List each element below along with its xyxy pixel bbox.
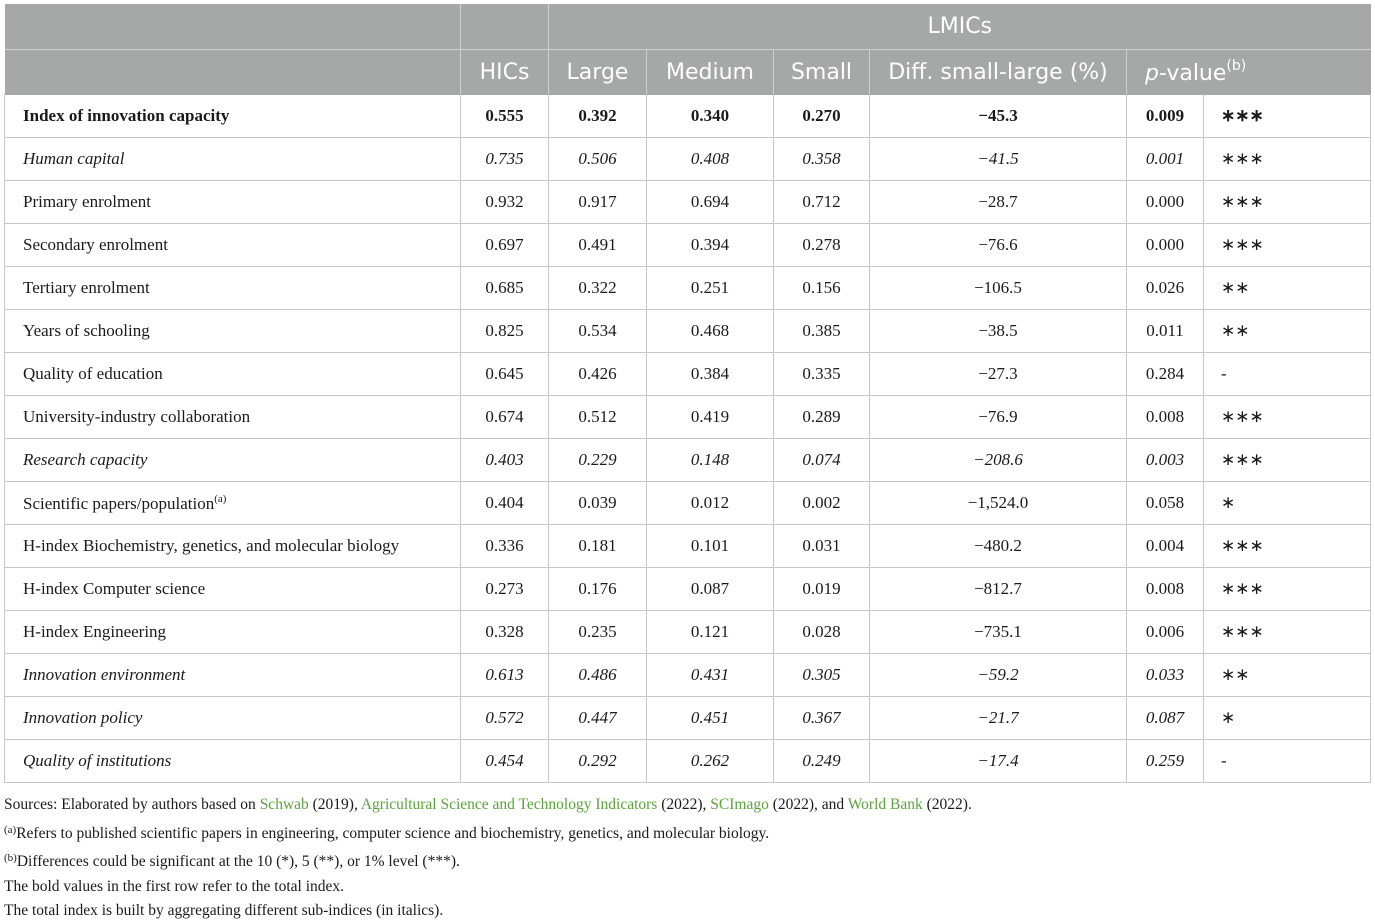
cell-small: 0.385 — [774, 310, 870, 353]
cell-large: 0.039 — [549, 482, 647, 525]
header-empty-cell — [461, 4, 549, 50]
cell-significance: ∗∗ — [1204, 267, 1371, 310]
cell-significance: ∗∗∗ — [1204, 224, 1371, 267]
table-notes — [4, 793, 1370, 924]
cell-small: 0.074 — [774, 439, 870, 482]
table-row — [5, 267, 1371, 310]
source-link-asti[interactable]: Agricultural Science and Technology Indicators — [360, 796, 658, 813]
cell-significance: ∗∗∗ — [1204, 396, 1371, 439]
cell-significance: ∗∗∗ — [1204, 611, 1371, 654]
cell-medium: 0.431 — [647, 654, 774, 697]
header-p-value — [1127, 50, 1371, 95]
table-row — [5, 525, 1371, 568]
header-empty-cell — [5, 50, 461, 95]
cell-hics: 0.674 — [461, 396, 549, 439]
cell-significance: ∗∗∗ — [1204, 138, 1371, 181]
row-label — [5, 138, 461, 181]
row-label — [5, 740, 461, 783]
table-row — [5, 396, 1371, 439]
table-header — [5, 4, 1371, 95]
cell-significance: ∗∗∗ — [1204, 439, 1371, 482]
bold-values-note: The bold values in the first row refer to the total index. — [4, 877, 345, 895]
cell-hics: 0.735 — [461, 138, 549, 181]
cell-large: 0.917 — [549, 181, 647, 224]
cell-diff: −76.6 — [870, 224, 1127, 267]
cell-diff: −1,524.0 — [870, 482, 1127, 525]
row-label — [5, 482, 461, 525]
table-row — [5, 439, 1371, 482]
row-label — [5, 654, 461, 697]
source-year: (2022), and — [768, 796, 848, 813]
italics-note: The total index is built by aggregating different sub-indices (in italics). — [4, 902, 444, 919]
cell-hics: 0.328 — [461, 611, 549, 654]
header-empty-cell — [5, 4, 461, 50]
table-row — [5, 353, 1371, 396]
cell-large: 0.426 — [549, 353, 647, 396]
cell-diff: −41.5 — [870, 138, 1127, 181]
table-row — [5, 697, 1371, 740]
cell-p: 0.058 — [1127, 482, 1204, 525]
cell-p: 0.008 — [1127, 568, 1204, 611]
cell-medium: 0.384 — [647, 353, 774, 396]
cell-hics: 0.404 — [461, 482, 549, 525]
row-label-text: Years of schooling — [23, 321, 150, 340]
cell-p: 0.000 — [1127, 181, 1204, 224]
cell-significance: ∗ — [1204, 482, 1371, 525]
cell-hics: 0.932 — [461, 181, 549, 224]
cell-small: 0.156 — [774, 267, 870, 310]
cell-hics: 0.555 — [461, 95, 549, 138]
table-row — [5, 654, 1371, 697]
cell-large: 0.506 — [549, 138, 647, 181]
cell-diff: −208.6 — [870, 439, 1127, 482]
cell-significance: - — [1204, 740, 1371, 783]
row-label-note: (a) — [214, 492, 227, 505]
row-label — [5, 697, 461, 740]
row-label-text: University-industry collaboration — [23, 407, 251, 426]
cell-medium: 0.394 — [647, 224, 774, 267]
header-large: Large — [549, 50, 647, 95]
cell-medium: 0.148 — [647, 439, 774, 482]
cell-diff: −106.5 — [870, 267, 1127, 310]
cell-small: 0.305 — [774, 654, 870, 697]
table-row — [5, 310, 1371, 353]
row-label-text: H-index Biochemistry, genetics, and molecular biology — [23, 536, 400, 555]
row-label — [5, 267, 461, 310]
cell-large: 0.176 — [549, 568, 647, 611]
cell-medium: 0.251 — [647, 267, 774, 310]
cell-p: 0.006 — [1127, 611, 1204, 654]
table-row — [5, 568, 1371, 611]
cell-small: 0.270 — [774, 95, 870, 138]
table-row — [5, 482, 1371, 525]
footnote-b-text: Differences could be significant at the 10 (*), 5 (**), or 1% level (***). — [16, 853, 460, 870]
cell-diff: −76.9 — [870, 396, 1127, 439]
cell-medium: 0.262 — [647, 740, 774, 783]
cell-significance: ∗∗∗ — [1204, 525, 1371, 568]
cell-diff: −17.4 — [870, 740, 1127, 783]
cell-small: 0.335 — [774, 353, 870, 396]
row-label — [5, 568, 461, 611]
cell-p: 0.259 — [1127, 740, 1204, 783]
sources-prefix: Sources: Elaborated by authors based on — [4, 796, 260, 813]
table-row — [5, 611, 1371, 654]
cell-p: 0.004 — [1127, 525, 1204, 568]
source-year: (2022). — [922, 796, 972, 813]
cell-hics: 0.825 — [461, 310, 549, 353]
cell-large: 0.292 — [549, 740, 647, 783]
cell-hics: 0.403 — [461, 439, 549, 482]
cell-diff: −27.3 — [870, 353, 1127, 396]
cell-small: 0.019 — [774, 568, 870, 611]
table-row — [5, 138, 1371, 181]
source-link-scimago[interactable]: SCImago — [710, 796, 769, 813]
cell-large: 0.486 — [549, 654, 647, 697]
row-label — [5, 353, 461, 396]
cell-medium: 0.408 — [647, 138, 774, 181]
row-label-text: Human capital — [23, 149, 125, 168]
table-row — [5, 224, 1371, 267]
cell-significance: - — [1204, 353, 1371, 396]
cell-diff: −38.5 — [870, 310, 1127, 353]
cell-hics: 0.645 — [461, 353, 549, 396]
cell-p: 0.284 — [1127, 353, 1204, 396]
cell-small: 0.712 — [774, 181, 870, 224]
footnote-b — [4, 846, 1370, 875]
cell-hics: 0.697 — [461, 224, 549, 267]
cell-medium: 0.419 — [647, 396, 774, 439]
cell-small: 0.358 — [774, 138, 870, 181]
row-label-text: H-index Engineering — [23, 622, 167, 641]
cell-small: 0.249 — [774, 740, 870, 783]
source-year: (2019), — [308, 796, 361, 813]
cell-small: 0.031 — [774, 525, 870, 568]
cell-p: 0.000 — [1127, 224, 1204, 267]
cell-hics: 0.273 — [461, 568, 549, 611]
row-label-text: Secondary enrolment — [23, 235, 168, 254]
row-label — [5, 181, 461, 224]
cell-medium: 0.121 — [647, 611, 774, 654]
cell-diff: −21.7 — [870, 697, 1127, 740]
row-label — [5, 310, 461, 353]
row-label-text: Primary enrolment — [23, 192, 151, 211]
header-p-note: (b) — [1226, 58, 1247, 74]
row-label — [5, 224, 461, 267]
table-row — [5, 95, 1371, 138]
footnote-a-mark: (a) — [4, 823, 17, 836]
header-small: Small — [774, 50, 870, 95]
cell-significance: ∗∗∗ — [1204, 181, 1371, 224]
cell-large: 0.235 — [549, 611, 647, 654]
row-label-text: Quality of education — [23, 364, 163, 383]
cell-diff: −735.1 — [870, 611, 1127, 654]
cell-small: 0.367 — [774, 697, 870, 740]
row-label-text: Innovation environment — [23, 665, 186, 684]
cell-p: 0.003 — [1127, 439, 1204, 482]
header-medium: Medium — [647, 50, 774, 95]
cell-medium: 0.087 — [647, 568, 774, 611]
cell-p: 0.008 — [1127, 396, 1204, 439]
row-label-text: Quality of institutions — [23, 751, 172, 770]
row-label — [5, 396, 461, 439]
source-year: (2022), — [657, 796, 711, 813]
row-label-text: Innovation policy — [23, 708, 143, 727]
cell-hics: 0.336 — [461, 525, 549, 568]
cell-large: 0.447 — [549, 697, 647, 740]
cell-medium: 0.340 — [647, 95, 774, 138]
row-label-text: Research capacity — [23, 450, 148, 469]
cell-diff: −812.7 — [870, 568, 1127, 611]
cell-diff: −28.7 — [870, 181, 1127, 224]
cell-significance: ∗∗∗ — [1204, 95, 1371, 138]
cell-p: 0.087 — [1127, 697, 1204, 740]
row-label-text: Scientific papers/population — [23, 493, 215, 513]
cell-hics: 0.572 — [461, 697, 549, 740]
footnote-b-mark: (b) — [4, 852, 17, 864]
cell-medium: 0.694 — [647, 181, 774, 224]
row-label — [5, 95, 461, 138]
header-p-italic: p — [1145, 61, 1159, 86]
table-figure — [4, 4, 1370, 924]
row-label-text: Tertiary enrolment — [23, 278, 150, 297]
cell-diff: −59.2 — [870, 654, 1127, 697]
cell-p: 0.026 — [1127, 267, 1204, 310]
cell-significance: ∗∗ — [1204, 654, 1371, 697]
table-row — [5, 740, 1371, 783]
cell-large: 0.534 — [549, 310, 647, 353]
cell-large: 0.229 — [549, 439, 647, 482]
table-row — [5, 181, 1371, 224]
header-hics: HICs — [461, 50, 549, 95]
cell-small: 0.002 — [774, 482, 870, 525]
cell-significance: ∗∗ — [1204, 310, 1371, 353]
row-label-text: Index of innovation capacity — [23, 106, 230, 125]
header-lmics-group: LMICs — [549, 4, 1371, 50]
cell-medium: 0.451 — [647, 697, 774, 740]
cell-medium: 0.101 — [647, 525, 774, 568]
cell-small: 0.278 — [774, 224, 870, 267]
sources-note — [4, 793, 1370, 818]
cell-large: 0.512 — [549, 396, 647, 439]
cell-p: 0.033 — [1127, 654, 1204, 697]
row-label-text: H-index Computer science — [23, 579, 206, 598]
cell-small: 0.289 — [774, 396, 870, 439]
innovation-capacity-table — [4, 4, 1371, 783]
row-label — [5, 525, 461, 568]
cell-significance: ∗∗∗ — [1204, 568, 1371, 611]
cell-small: 0.028 — [774, 611, 870, 654]
header-p-rest: -value — [1158, 61, 1227, 86]
source-link-world-bank[interactable]: World Bank — [847, 796, 923, 813]
header-diff: Diff. small-large (%) — [870, 50, 1127, 95]
cell-medium: 0.468 — [647, 310, 774, 353]
cell-p: 0.009 — [1127, 95, 1204, 138]
cell-p: 0.001 — [1127, 138, 1204, 181]
cell-hics: 0.454 — [461, 740, 549, 783]
cell-hics: 0.613 — [461, 654, 549, 697]
cell-large: 0.392 — [549, 95, 647, 138]
cell-diff: −480.2 — [870, 525, 1127, 568]
cell-large: 0.322 — [549, 267, 647, 310]
cell-large: 0.491 — [549, 224, 647, 267]
footnote-a-text: Refers to published scientific papers in engineering, computer science and biochemistry, genetics, and molecular biology. — [16, 824, 770, 842]
cell-significance: ∗ — [1204, 697, 1371, 740]
table-body — [5, 95, 1371, 783]
cell-medium: 0.012 — [647, 482, 774, 525]
cell-p: 0.011 — [1127, 310, 1204, 353]
row-label — [5, 439, 461, 482]
cell-diff: −45.3 — [870, 95, 1127, 138]
cell-hics: 0.685 — [461, 267, 549, 310]
source-link-schwab[interactable]: Schwab — [259, 796, 309, 813]
row-label — [5, 611, 461, 654]
cell-large: 0.181 — [549, 525, 647, 568]
footnote-a — [4, 818, 1370, 847]
